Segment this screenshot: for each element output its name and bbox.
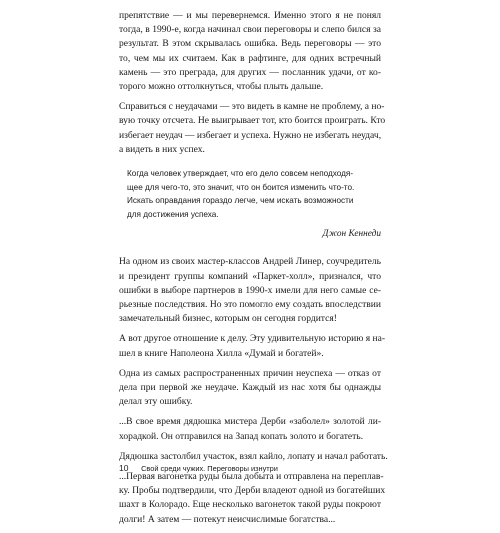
text-line: Справиться с неудачами — это видеть в камне не проблему, а но- [119, 101, 385, 113]
text-line: избегает неудач — избегает и успеха. Нужно не избегать неудач, [119, 129, 382, 141]
paragraph [119, 470, 386, 527]
quote-line: щее для чего-то, это значит, что он боится изменить что-то. [127, 182, 355, 192]
text-line: дела при первой же неудаче. Каждый из нас хотя бы однажды [119, 382, 381, 394]
paragraph [119, 9, 381, 94]
running-title: Свой среди чужих. Переговоры изнутри [141, 464, 278, 473]
quote-text [127, 167, 381, 221]
text-line: На одном из своих мастер-классов Андрей Линер, соучредитель [119, 256, 381, 268]
text-line: и президент группы компаний «Паркет-холл», признался, что [119, 270, 381, 282]
text-line: ошибки в выборе партнеров в 1990-х имели для него самые се- [119, 284, 381, 296]
text-line: тогда, в 1990-е, когда начинал свои переговоры и слепо бился за [119, 24, 381, 36]
text-line: шахт в Колорадо. Еще несколько вагонеток такой руды покроют [119, 499, 381, 511]
quote-line: для достижения успеха. [127, 209, 219, 219]
page-text-block [119, 9, 388, 533]
text-line: торого можно оттолкнуться, чтобы плыть дальше. [119, 81, 324, 93]
text-line: рьезные последствия. Но это помогло ему создать впоследствии [119, 299, 381, 311]
text-line: Дядюшка застолбил участок, взял кайло, лопату и начал работать. [119, 450, 388, 462]
paragraph [119, 415, 381, 443]
quote-line: Когда человек утверждает, что его дело совсем неподходя- [127, 169, 354, 179]
paragraph [119, 367, 381, 410]
text-line: результат. В этом скрывалась ошибка. Ведь переговоры — это [119, 38, 381, 50]
text-line: препятствие — и мы перевернемся. Именно этого я не понял [119, 10, 381, 21]
text-line: хорадкой. Он отправился на Запад копать золото и богатеть. [119, 430, 364, 442]
epigraph-quote [127, 167, 381, 241]
paragraph [119, 450, 388, 464]
page-footer [119, 463, 381, 474]
paragraph [119, 255, 381, 326]
quote-attribution: Джон Кеннеди [322, 229, 381, 240]
text-line: замечательный бизнес, которым он сегодня гордится! [119, 313, 337, 325]
text-line: вую точку отсчета. Не выигрывает тот, кто боится проиграть. Кто [119, 115, 386, 127]
text-line: ...В свое время дядюшка мистера Дерби «заболел» золотой ли- [119, 416, 381, 428]
paragraph [119, 332, 386, 360]
text-line: то, чем мы их считаем. Как в рафтинге, для одних встречный [119, 52, 381, 64]
paragraph [119, 100, 386, 157]
quote-line: Искать оправдания гораздо легче, чем искать возможности [127, 196, 354, 206]
text-line: долги! А затем — потекут неисчислимые богатства... [119, 513, 336, 525]
text-line: делал эту ошибку. [119, 396, 193, 408]
text-line: а видеть в них успех. [119, 143, 205, 155]
text-line: Одна из самых распространенных причин неуспеха — отказ от [119, 367, 381, 379]
text-line: камень — это преграда, для других — посланник удачи, от ко- [119, 66, 381, 78]
text-line: ку. Пробы подтвердили, что Дерби владеют одной из богатейших [119, 485, 386, 497]
text-line: А вот другое отношение к делу. Эту удивительную историю я на- [119, 333, 386, 345]
text-line: шел в книге Наполеона Хилла «Думай и богатей». [119, 347, 324, 359]
text-line: ...Первая вагонетка руды была добыта и отправлена на переплав- [119, 471, 384, 483]
page-number: 10 [119, 463, 129, 473]
